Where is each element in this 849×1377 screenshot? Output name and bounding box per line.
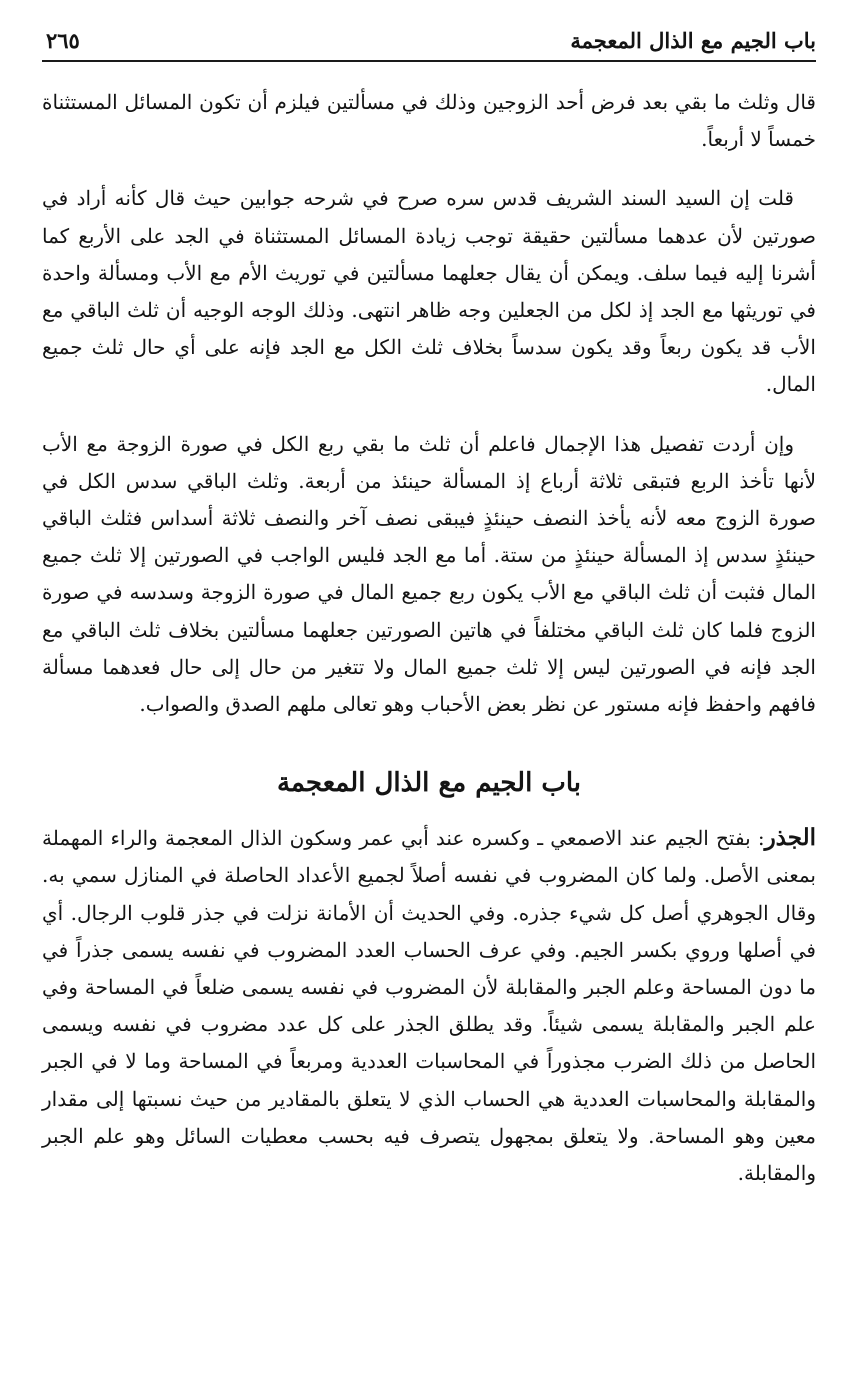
paragraph-2: قلت إن السيد السند الشريف قدس سره صرح في شرحه جوابين حيث قال كأنه أراد في صورتين لأن عدهما مسألتين حقيقة توجب زيادة المسائل المستثناة في الجد على الأربع كما أشرنا إليه فيما سلف. ويمكن أن يقال جعلهما مسألتين في توريث الأم مع الأب ومسألة واحدة في توريثها مع الجد إذ لكل من الجعلين وجه ظاهر انتهى. وذلك الوجه الوجيه أن ثلث الباقي مع الأب قد يكون ربعاً وقد يكون سدساً بخلاف ثلث الكل مع الجد فإنه على أي حال ثلث جميع المال. <box>42 186 816 397</box>
paragraph-3: وإن أردت تفصيل هذا الإجمال فاعلم أن ثلث ما بقي ربع الكل في صورة الزوجة مع الأب لأنها تأخذ الربع فتبقى ثلاثة أرباع إذ المسألة حينئذ من أربعة. وثلث الباقي سدس الكل في صورة الزوج معه لأنه يأخذ النصف حينئذٍ فيبقى نصف آخر والنصف ثلاثة أسداس فثلث الباقي حينئذٍ سدس إذ المسألة حينئذٍ من ستة. أما مع الجد فليس الواجب في الصورتين إلا ثلث جميع المال فثبت أن ثلث الباقي مع الأب يكون ربع جميع المال في صورة الزوجة وسدسه في صورة الزوج فلما كان ثلث الباقي مختلفاً في هاتين الصورتين جعلهما مسألتين بخلاف ثلث الباقي مع الجد فإنه في الصورتين ليس إلا ثلث جميع المال ولا تتغير من حال إلى حال فعدهما مسألة فافهم واحفظ فإنه مستور عن نظر بعض الأحباب وهو تعالى ملهم الصدق والصواب. <box>42 431 816 717</box>
page-number: ٢٦٥ <box>46 28 80 53</box>
dictionary-entry <box>42 819 816 1192</box>
book-page <box>42 22 816 1214</box>
section-heading: باب الجيم مع الذال المعجمة <box>276 768 582 799</box>
paragraph-1: قال وثلث ما بقي بعد فرض أحد الزوجين وذلك في مسألتين فيلزم أن تكون المسائل المستثناة خمساً لا أربعاً. <box>42 90 816 152</box>
entry-term: الجذر <box>764 824 816 852</box>
page-header <box>42 22 816 62</box>
page-body <box>42 84 816 1192</box>
entry-text: : بفتح الجيم عند الاصمعي ـ وكسره عند أبي عمر وسكون الذال المعجمة والراء المهملة بمعنى الأصل. ولما كان المضروب في نفسه أصلاً لجميع الأعداد الحاصلة في المنازل سمي به. وقال الجوهري أصل كل شيء جذره. وفي الحديث أن الأمانة نزلت في جذر قلوب الرجال. أي في أصلها وروي بكسر الجيم. وفي عرف الحساب العدد المضروب في نفسه يسمى جذراً في ما دون المساحة وعلم الجبر والمقابلة لأن المضروب في نفسه يسمى ضلعاً في المساحة وفي علم الجبر والمقابلة يسمى شيئاً. وقد يطلق الجذر على كل عدد مضروب في نفسه ويسمى الحاصل من ذلك الضرب مجذوراً في المحاسبات العددية ومربعاً في المساحة وما لا في الجبر والمقابلة والمحاسبات العددية هي الحساب الذي لا يتعلق بالمقادير من حيث نسبتها إلى مقدار معين وهو المساحة. ولا يتعلق بمجهول يتصرف فيه بحسب معطيات السائل وهو علم الجبر والمقابلة. <box>42 826 816 1186</box>
running-title: باب الجيم مع الذال المعجمة <box>570 28 816 53</box>
